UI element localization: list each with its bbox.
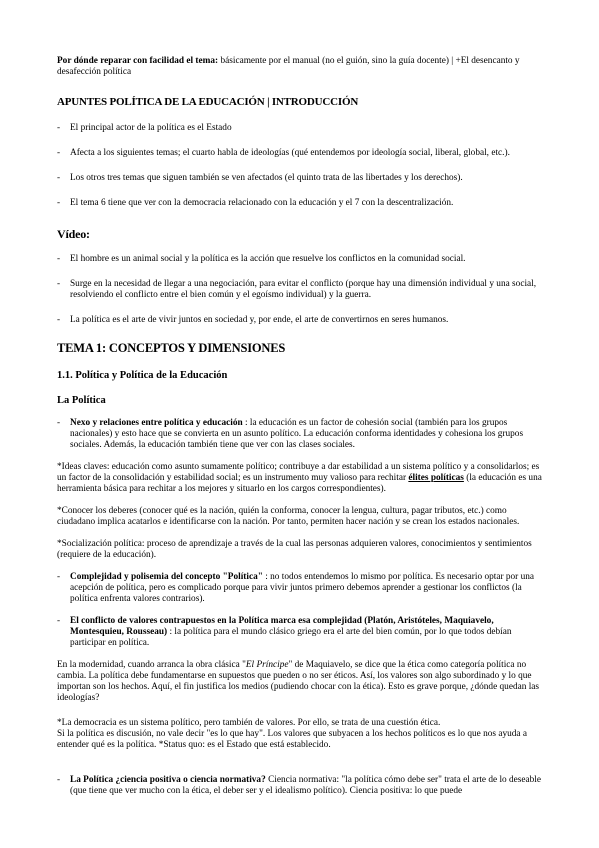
section-heading-video: Vídeo: bbox=[57, 227, 90, 241]
list-item-lead: Nexo y relaciones entre política y educación bbox=[70, 418, 243, 428]
list-item-lead: La Política ¿ciencia positiva o ciencia normativa? bbox=[70, 775, 266, 785]
socializacion-paragraph: *Socialización política: proceso de aprendizaje a través de la cual las personas adquieren valores, conocimientos y sentimientos (requiere de la educación). bbox=[57, 539, 532, 560]
ciencia-list bbox=[57, 775, 543, 797]
intro-lead: Por dónde reparar con facilidad el tema: bbox=[57, 56, 219, 66]
video-list bbox=[57, 254, 543, 326]
nexo-list bbox=[57, 418, 543, 451]
complejidad-list bbox=[57, 572, 543, 649]
list-item bbox=[57, 418, 543, 451]
chapter-heading: TEMA 1: CONCEPTOS Y DIMENSIONES bbox=[57, 341, 286, 355]
list-item bbox=[57, 572, 543, 605]
deberes-paragraph: *Conocer los deberes (conocer qué es la nación, quién la conforma, conocer la lengua, cultura, pagar tributos, etc.) como ciudadano implica acatarlos e identificarse con la nación. Por tanto, permiten hacer nación y se crean los estados nacionales. bbox=[57, 506, 520, 527]
list-item-text: Ciencia normativa: "la política cómo debe ser" trata el arte de lo deseable (que tiene que ver mucho con la ética, el deber ser y el idealismo político). Ciencia positiva: lo que puede bbox=[70, 775, 542, 796]
list-item: - El tema 6 tiene que ver con la democracia relacionado con la educación y el 7 con la descentralización. bbox=[57, 198, 543, 209]
list-item: - El principal actor de la política es el Estado bbox=[57, 123, 543, 134]
list-item: - La política es el arte de vivir juntos en sociedad y, por ende, el arte de convertirnos en seres humanos. bbox=[57, 315, 543, 326]
list-item: - Los otros tres temas que siguen también se ven afectados (el quinto trata de las libertades y los derechos). bbox=[57, 173, 543, 184]
democracia-paragraph: *La democracia es un sistema político, pero también de valores. Por ello, se trata de una cuestión ética. Si la política es discusión, no vale decir "es lo que hay". Los valores que subyacen a los hechos políticos es lo que nos ayuda a entender qué es la política. *Status quo: es el Estado que está establecido. bbox=[57, 718, 527, 750]
apuntes-list bbox=[57, 123, 543, 209]
list-item bbox=[57, 775, 543, 797]
emphasis: élites políticas bbox=[408, 473, 464, 483]
list-item: - Surge en la necesidad de llegar a una negociación, para evitar el conflicto (porque hay una dimensión individual y una social, resolviendo el conflicto entre el bien común y el egoísmo individual) y la guerra. bbox=[57, 279, 543, 301]
topic-heading: La Política bbox=[57, 395, 106, 406]
list-item-lead: Complejidad y polisemia del concepto "Política" bbox=[70, 572, 263, 582]
list-item-text: : la política para el mundo clásico griego era el arte del bien común, por lo que todos debían participar en política. bbox=[70, 627, 512, 648]
book-title: El Príncipe bbox=[245, 660, 289, 670]
intro-text: básicamente por el manual (no el guión, sino la guía docente) | +El desencanto y desafección política bbox=[57, 56, 520, 77]
modernidad-paragraph: En la modernidad, cuando arranca la obra clásica "El Príncipe" de Maquiavelo, se dice que la ética como categoría política no cambia. La política debe fundamentarse en supuestos que pueden o no ser éticos. Así, los valores son algo subordinado y lo que importan son los hechos. Aquí, el fin justifica los medios (pudiendo chocar con la ética). Esto es grave porque, ¿dónde quedan las ideologías? bbox=[57, 660, 540, 703]
ideas-paragraph: *Ideas claves: educación como asunto sumamente político; contribuye a dar estabilidad a un sistema político y a consolidarlos; es un factor de la consolidación y estabilidad social; es un instrumento muy valioso para rechitar élites políticas (la educación es una herramienta básica para rechitar a los mejores y situarlo en los cargos correspondientes). bbox=[57, 462, 542, 494]
list-item-lead: El conflicto de valores contrapuestos en la Política marca esa complejidad (Platón, Aristóteles, Maquiavelo, Montesquieu, Rousseau) bbox=[70, 616, 494, 637]
list-item-text: : no todos entendemos lo mismo por política. Es necesario optar por una acepción de política, pero es complicado porque para vivir juntos primero debemos aprender a gestionar los conflictos (la política enfrenta valores contrarios). bbox=[70, 572, 535, 604]
intro-paragraph bbox=[57, 56, 543, 78]
section-heading-apuntes: APUNTES POLÍTICA DE LA EDUCACIÓN | INTRODUCCIÓN bbox=[57, 96, 359, 108]
list-item bbox=[57, 616, 543, 649]
subsection-heading: 1.1. Política y Política de la Educación bbox=[57, 370, 228, 381]
list-item: - El hombre es un animal social y la política es la acción que resuelve los conflictos en la comunidad social. bbox=[57, 254, 543, 265]
list-item-text: : la educación es un factor de cohesión social (también para los grupos nacionales) y esto hace que se convierta en un asunto político. La educación conforma identidades y cohesiona los grupos sociales. Además, la educación también tiene que ver con las clases sociales. bbox=[70, 418, 524, 450]
list-item: - Afecta a los siguientes temas; el cuarto habla de ideologías (qué entendemos por ideología social, liberal, global, etc.). bbox=[57, 148, 543, 159]
